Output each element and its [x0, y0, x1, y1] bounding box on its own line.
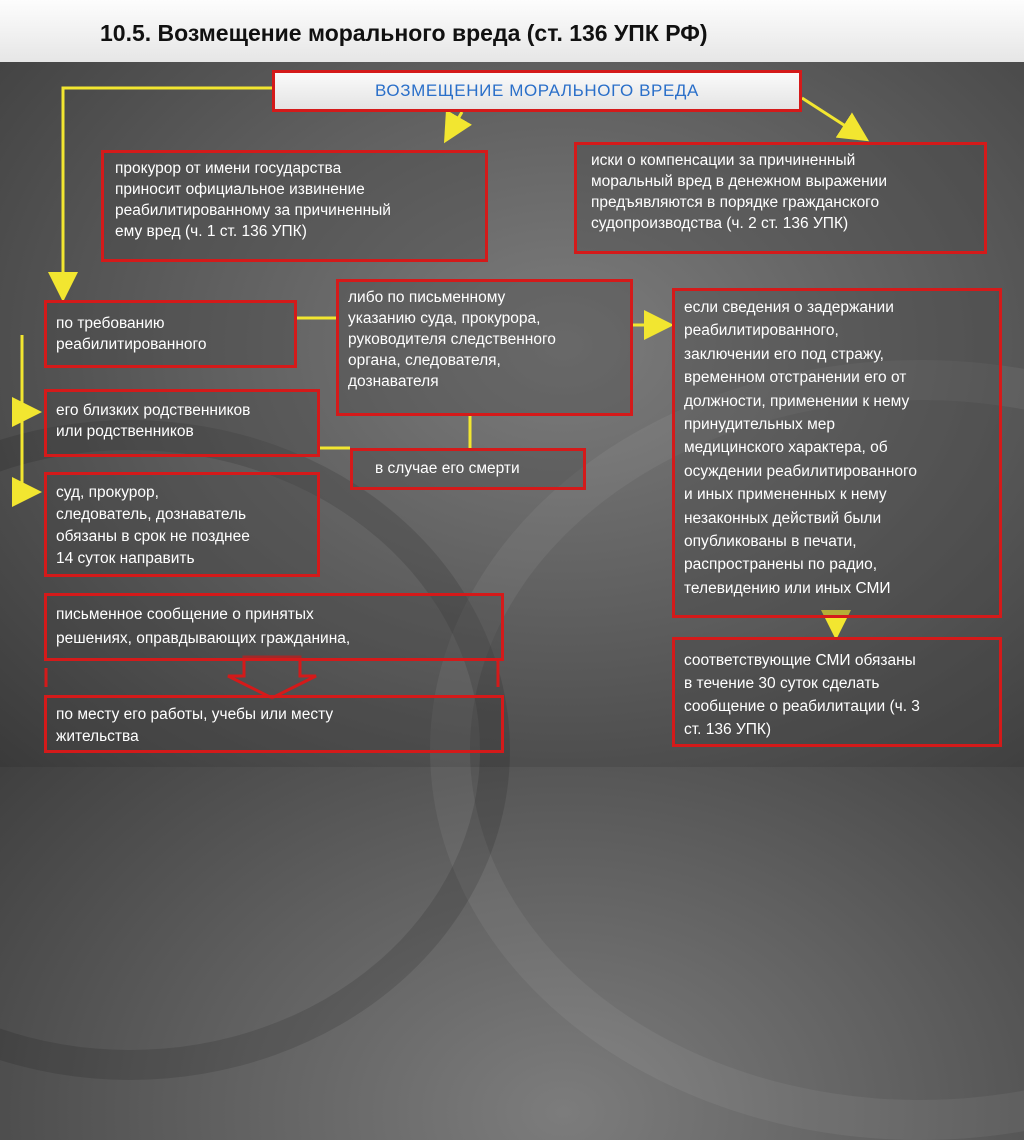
text-line: медицинского характера, об	[684, 439, 888, 457]
text-line: следователь, дознаватель	[56, 506, 247, 523]
text-line: по месту его работы, учебы или месту	[56, 706, 334, 723]
text-line: судопроизводства (ч. 2 ст. 136 УПК)	[591, 215, 849, 232]
text-line: его близких родственников	[56, 402, 251, 419]
text-line: по требованию	[56, 315, 165, 332]
text-line: прокурор от имени государства	[115, 160, 342, 177]
text-line: приносит официальное извинение	[115, 181, 365, 198]
written-message-box	[44, 593, 504, 661]
text-line: моральный вред в денежном выражении	[591, 173, 887, 190]
text-line: и иных примененных к нему	[684, 486, 887, 504]
civil-claims-box	[574, 142, 987, 254]
text-line: сообщение о реабилитации (ч. 3	[684, 698, 920, 715]
text-line: указанию суда, прокурора,	[348, 310, 541, 327]
text-line: распространены по радио,	[684, 556, 878, 574]
arrow-root-to-claims	[802, 98, 864, 138]
text-line: предъявляются в порядке гражданского	[591, 194, 880, 211]
officials-duty-box	[44, 472, 320, 577]
text-line: руководителя следственного	[348, 331, 556, 348]
text-line: письменное сообщение о принятых	[56, 606, 314, 623]
on-demand-box	[44, 300, 297, 368]
text-line: решениях, оправдывающих гражданина,	[56, 630, 351, 647]
text-line: жительства	[56, 728, 139, 745]
slide-title: 10.5. Возмещение морального вреда (ст. 136 УПК РФ)	[100, 20, 708, 46]
root-box	[272, 70, 802, 112]
text-line: реабилитированного,	[684, 322, 839, 340]
root-label: ВОЗМЕЩЕНИЕ МОРАЛЬНОГО ВРЕДА	[375, 81, 699, 100]
written-order-box	[336, 279, 633, 416]
text-line: временном отстранении его от	[684, 369, 907, 387]
text-line: обязаны в срок не позднее	[56, 528, 250, 545]
text-line: опубликованы в печати,	[684, 533, 857, 551]
text-line: должности, применении к нему	[684, 392, 910, 410]
text-line: заключении его под стражу,	[684, 345, 884, 363]
media-conditions-box	[672, 288, 1002, 618]
arrow-red-hollow	[228, 657, 316, 698]
text-line: дознавателя	[348, 373, 439, 390]
text-line: в течение 30 суток сделать	[684, 675, 880, 692]
place-box	[44, 695, 504, 753]
text-line: или родственников	[56, 423, 194, 440]
text-line: принудительных мер	[684, 416, 835, 434]
text-line: осуждении реабилитированного	[684, 462, 917, 480]
arrow-root-to-apology	[447, 112, 462, 138]
text-line: органа, следователя,	[348, 352, 501, 369]
relatives-box	[44, 389, 320, 457]
in-case-of-death-box	[350, 448, 586, 490]
text-line: ему вред (ч. 1 ст. 136 УПК)	[115, 223, 307, 240]
text-line: в случае его смерти	[375, 460, 520, 477]
text-line: соответствующие СМИ обязаны	[684, 652, 916, 669]
media-duty-box	[672, 637, 1002, 747]
text-line: реабилитированному за причиненный	[115, 202, 391, 219]
text-line: реабилитированного	[56, 336, 207, 353]
text-line: телевидению или иных СМИ	[684, 579, 891, 597]
text-line: иски о компенсации за причиненный	[591, 152, 856, 169]
text-line: суд, прокурор,	[56, 484, 159, 501]
text-line: если сведения о задержании	[684, 299, 894, 316]
text-line: ст. 136 УПК)	[684, 721, 772, 738]
prosecutor-apology-box	[101, 150, 488, 262]
text-line: либо по письменному	[348, 289, 506, 306]
text-line: 14 суток направить	[56, 550, 195, 567]
text-line: незаконных действий были	[684, 509, 882, 527]
